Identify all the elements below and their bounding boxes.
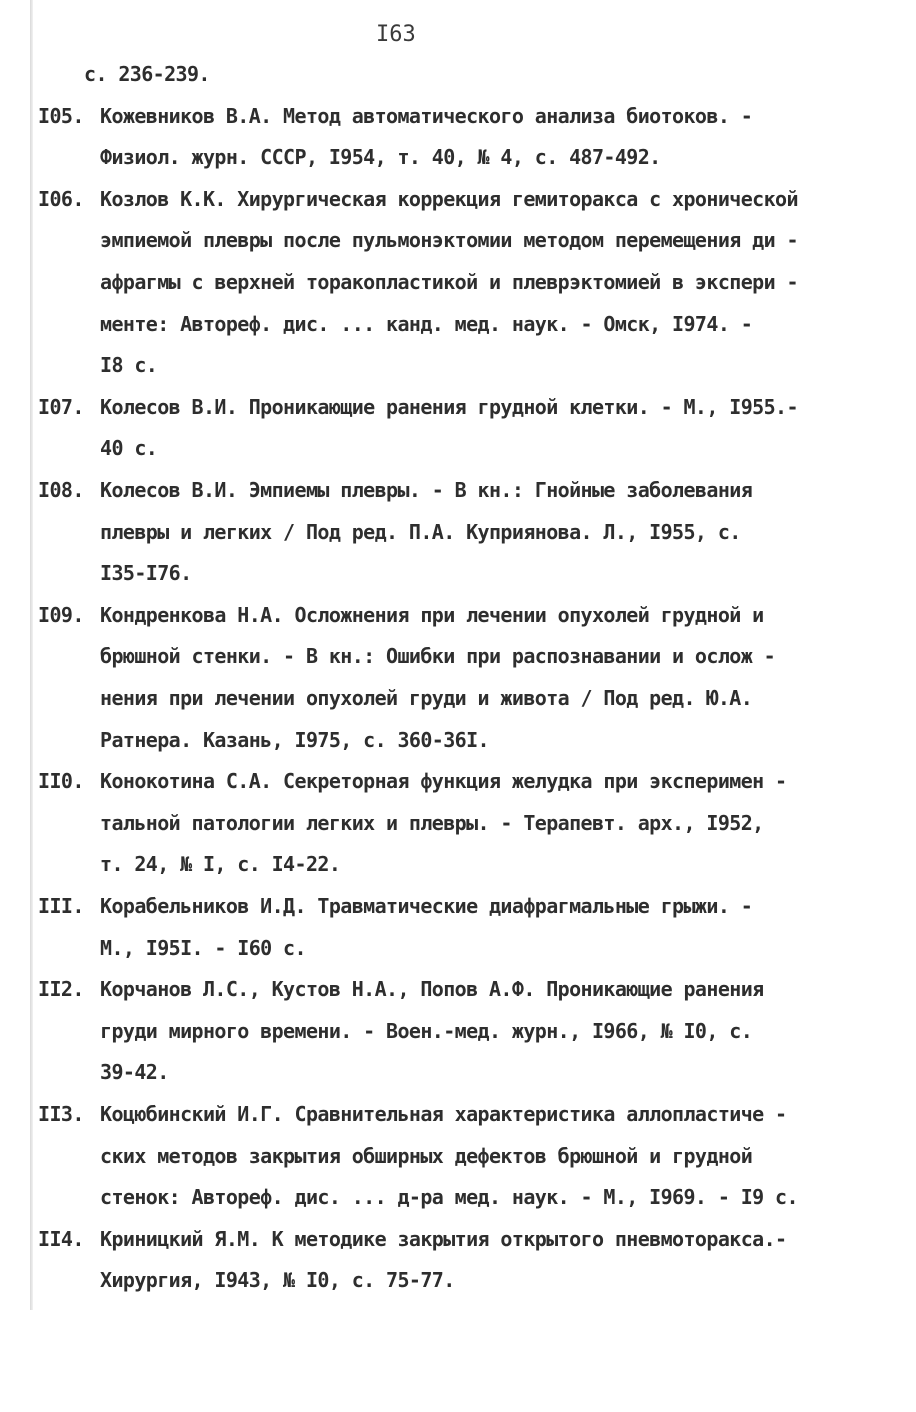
entry-number: II2. xyxy=(38,977,84,1002)
entry-line: ских методов закрытия обширных дефектов брюшной и грудной xyxy=(100,1143,753,1168)
entry-number: II4. xyxy=(38,1226,84,1251)
entry-line: 40 с. xyxy=(100,436,158,461)
entry-number: I09. xyxy=(38,602,84,627)
entry-line: афрагмы с верхней торакопластикой и плеврэктомией в экспери - xyxy=(100,270,798,294)
entry-line: Корчанов Л.С., Кустов Н.А., Попов А.Ф. Проникающие ранения xyxy=(100,977,764,1002)
entry-line: тальной патологии легких и плевры. - Терапевт. арх., I952, xyxy=(100,810,764,835)
page-number: I63 xyxy=(376,22,416,47)
entry-line: Конокотина С.А. Секреторная функция желудка при эксперимен - xyxy=(100,769,787,794)
entry-line: Криницкий Я.М. К методике закрытия открытого пневмоторакса.- xyxy=(100,1226,787,1251)
entry-line: стенок: Автореф. дис. ... д-ра мед. наук. - М., I969. - I9 с. xyxy=(100,1185,798,1210)
entry-line: менте: Автореф. дис. ... канд. мед. наук. - Омск, I974. - xyxy=(100,311,753,336)
entry-line: М., I95I. - I60 с. xyxy=(100,935,306,960)
entry-number: III. xyxy=(38,894,84,918)
continuation-line: с. 236-239. xyxy=(84,62,210,86)
entry-line: Колесов В.И. Проникающие ранения грудной клетки. - М., I955.- xyxy=(100,394,798,419)
entry-line: Хирургия, I943, № I0, с. 75-77. xyxy=(100,1268,455,1293)
entry-line: Козлов К.К. Хирургическая коррекция гемиторакса с хронической xyxy=(100,186,798,211)
entry-line: I8 с. xyxy=(100,353,158,378)
entry-number: II0. xyxy=(38,769,84,794)
entry-line: Физиол. журн. СССР, I954, т. 40, № 4, с. 487-492. xyxy=(100,145,661,170)
entry-line: плевры и легких / Под ред. П.А. Куприянова. Л., I955, с. xyxy=(100,519,741,544)
entry-line: брюшной стенки. - В кн.: Ошибки при распознавании и ослож - xyxy=(100,644,776,669)
entry-line: т. 24, № I, с. I4-22. xyxy=(100,852,341,877)
entry-number: I05. xyxy=(38,103,84,128)
entry-line: Коцюбинский И.Г. Сравнительная характеристика аллопластиче - xyxy=(100,1102,787,1126)
entry-line: нения при лечении опухолей груди и живота / Под ред. Ю.А. xyxy=(100,686,753,710)
entry-number: I08. xyxy=(38,478,84,502)
entry-line: Ратнера. Казань, I975, с. 360-36I. xyxy=(100,727,489,752)
entry-line: эмпиемой плевры после пульмонэктомии методом перемещения ди - xyxy=(100,228,798,253)
entry-number: II3. xyxy=(38,1102,84,1126)
entry-line: груди мирного времени. - Воен.-мед. журн., I966, № I0, с. xyxy=(100,1018,753,1043)
entry-line: 39-42. xyxy=(100,1060,169,1085)
entry-number: I07. xyxy=(38,394,84,419)
entry-line: Кожевников В.А. Метод автоматического анализа биотоков. - xyxy=(100,103,753,128)
entry-line: Корабельников И.Д. Травматические диафрагмальные грыжи. - xyxy=(100,894,753,918)
entry-line: Колесов В.И. Эмпиемы плевры. - В кн.: Гнойные заболевания xyxy=(100,478,753,502)
binding-edge xyxy=(30,0,33,1310)
entry-line: Кондренкова Н.А. Осложнения при лечении опухолей грудной и xyxy=(100,602,764,627)
entry-number: I06. xyxy=(38,186,84,211)
entry-line: I35-I76. xyxy=(100,561,192,586)
